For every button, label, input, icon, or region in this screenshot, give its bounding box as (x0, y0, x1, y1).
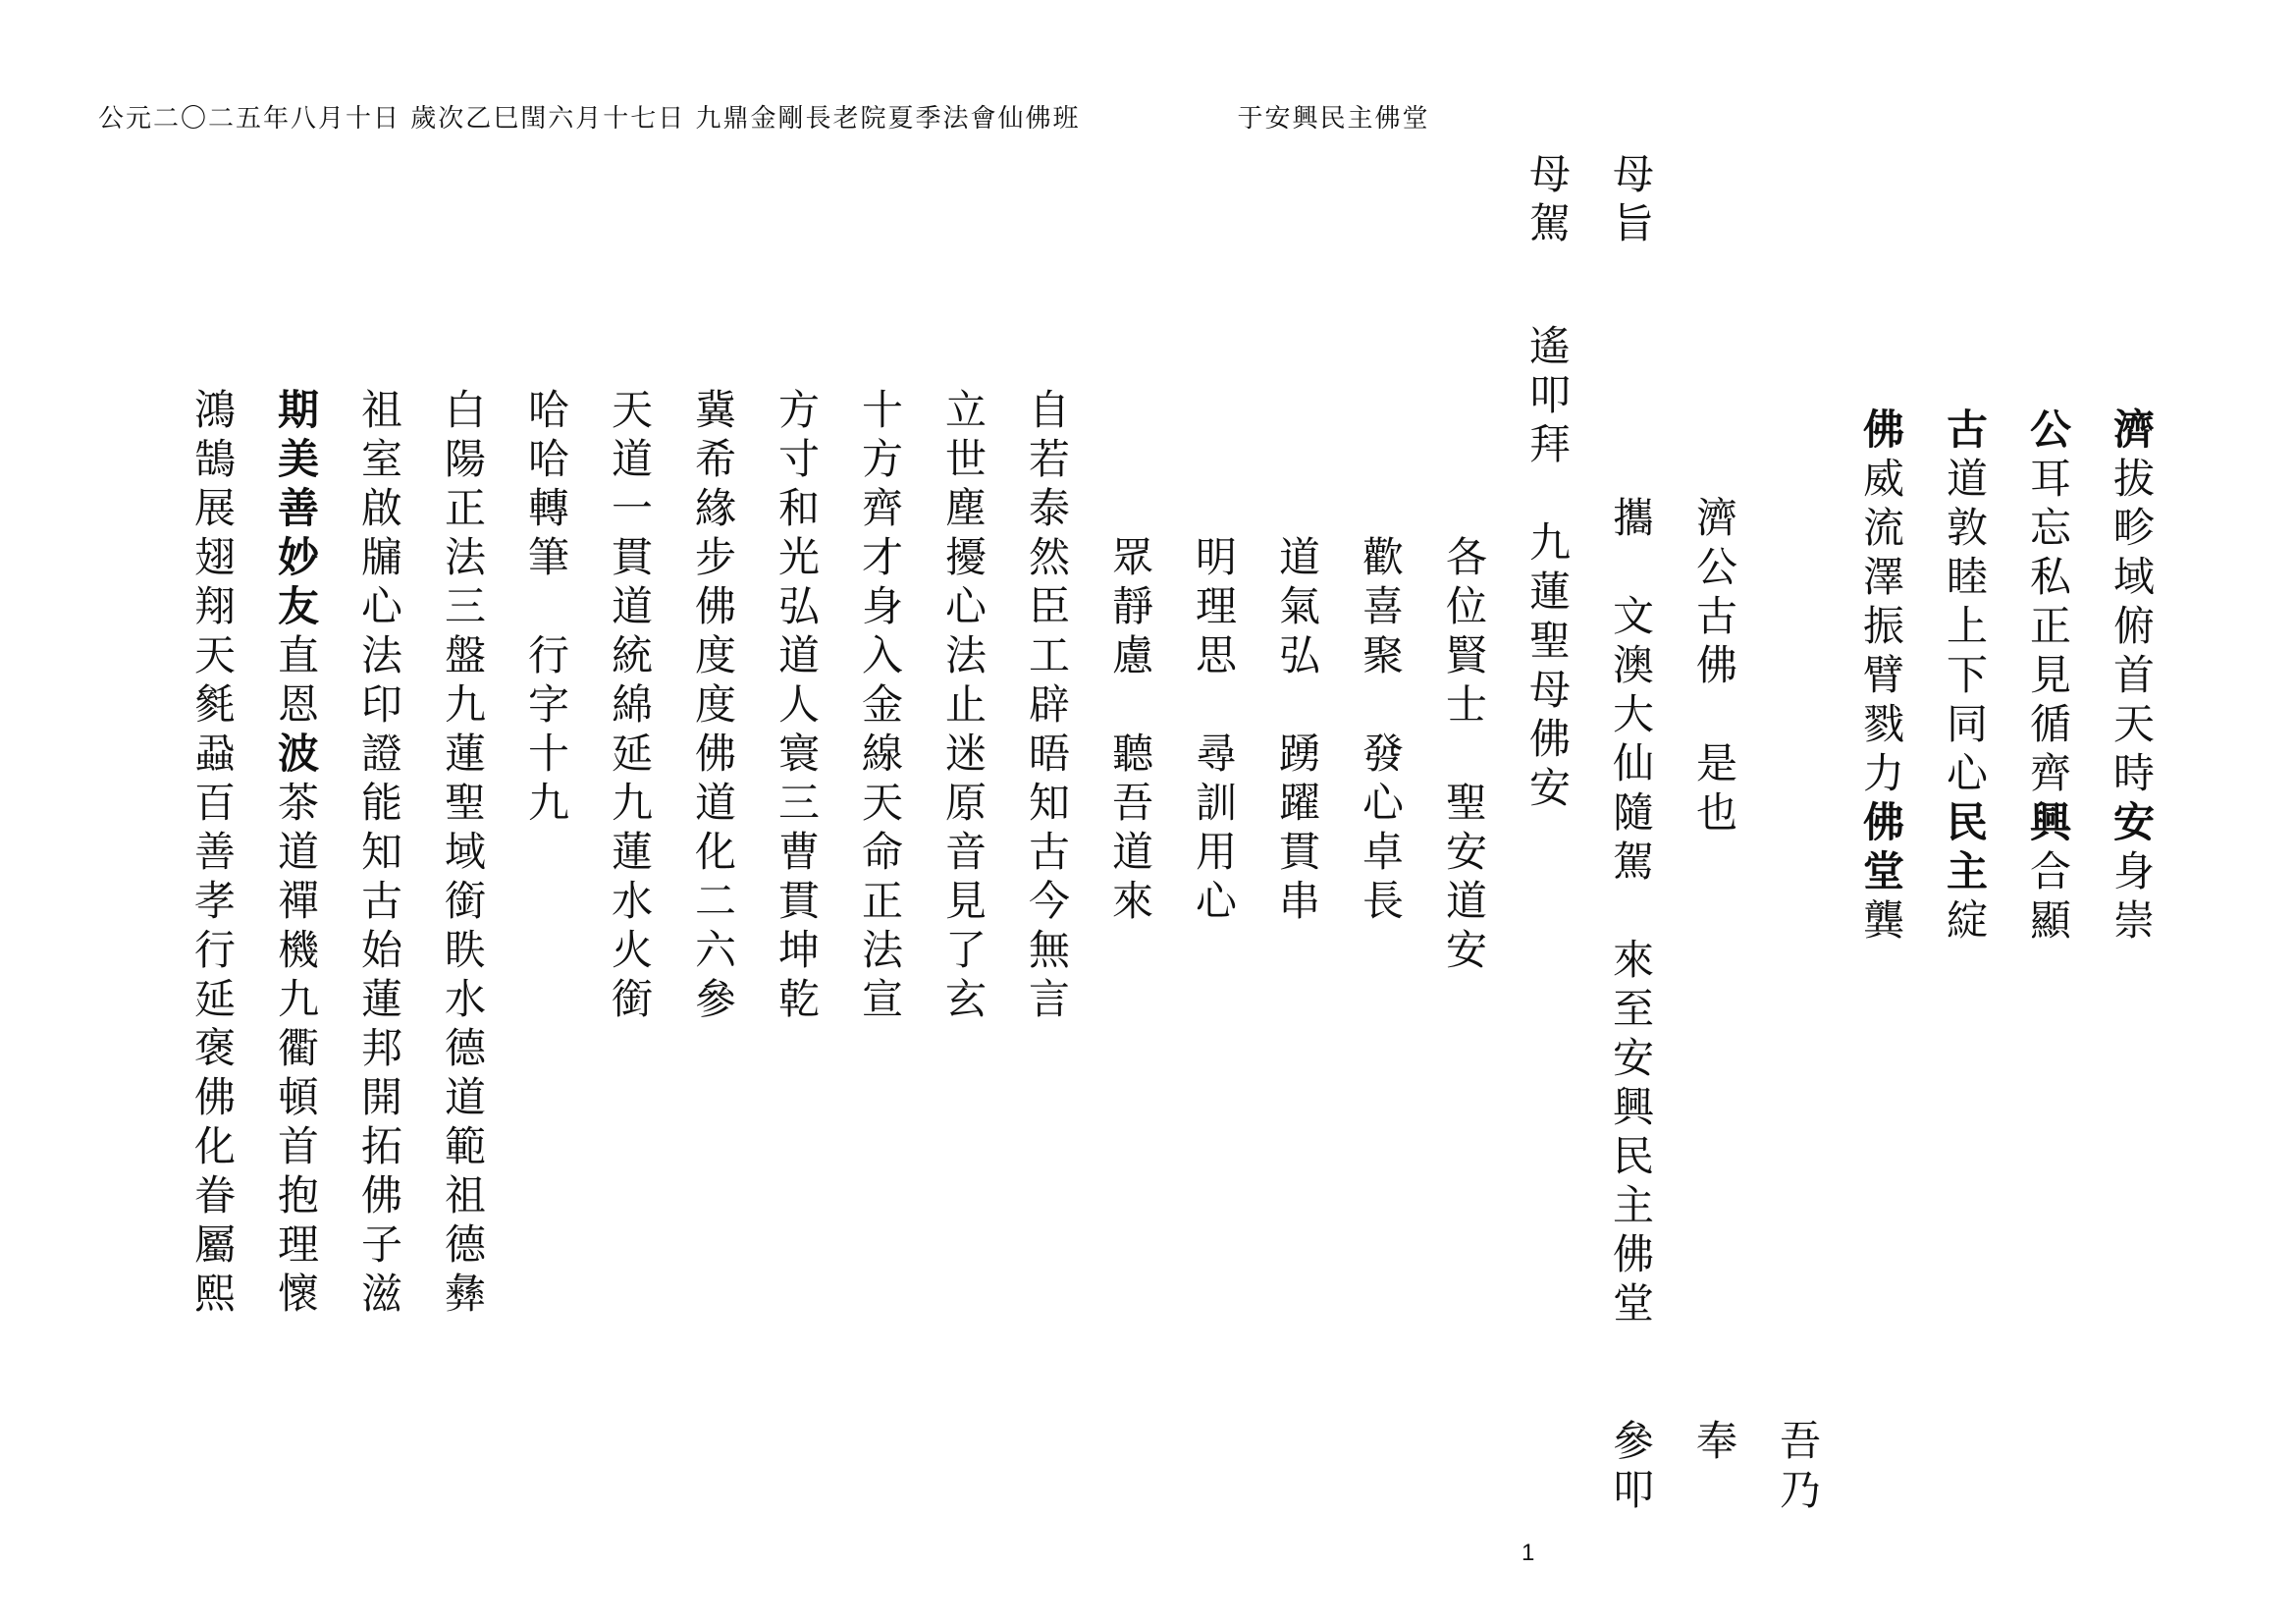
poem2-line-3: 十方齊才身入金線天命正法宣 (856, 388, 904, 1026)
verse-line-4: 眾靜慮 聽吾道來 (1106, 535, 1154, 928)
intro-can-kou: 參叩 (1607, 1419, 1655, 1517)
poem3-line-2: 祖室啟牖心法印證能知古始蓮邦開拓佛子滋 (355, 388, 403, 1321)
intro-wu-nai: 吾乃 (1774, 1419, 1822, 1517)
header-date-title: 公元二〇二五年八月十日 歲次乙巳閏六月十七日 九鼎金剛長老院夏季法會仙佛班 (98, 104, 1081, 134)
poem2-line-6: 天道一貫道統綿延九蓮水火銜 (606, 388, 654, 1026)
poem2-line-2: 立世塵擾心法止迷原音見了玄 (939, 388, 988, 1026)
intro-yao-kou: 遙叩拜 九蓮聖母佛安 (1523, 324, 1572, 815)
poem-line-4: 佛威流澤振臂戮力佛堂龔 (1857, 407, 1905, 947)
intro-feng: 奉 (1690, 1419, 1738, 1468)
intro-mu-jia: 母駕 (1523, 152, 1572, 250)
intro-xie: 攜 文澳大仙隨駕 來至安興民主佛堂 (1607, 496, 1655, 1330)
intro-mu-zhi: 母旨 (1607, 152, 1655, 250)
closing-line: 哈哈轉筆 行字十九 (522, 388, 570, 830)
poem-line-3: 古道敦睦上下同心民主綻 (1941, 407, 1989, 947)
poem2-line-4: 方寸和光弘道人寰三曹貫坤乾 (773, 388, 821, 1026)
verse-line-1: 歡喜聚 發心卓長 (1357, 535, 1405, 928)
poem2-line-1: 自若泰然臣工辟晤知古今無言 (1023, 388, 1071, 1026)
verse-line-2: 道氣弘 踴躍貫串 (1273, 535, 1321, 928)
poem3-line-1: 白陽正法三盤九蓮聖域銜眣水德道範祖德彝 (439, 388, 487, 1321)
poem3-line-4: 鴻鵠展翅翔天毿蝨百善孝行延褒佛化眷屬熙 (188, 388, 237, 1321)
poem-line-2: 公耳忘私正見循齊興合顯 (2024, 407, 2072, 947)
header-place: 于安興民主佛堂 (1237, 104, 1430, 134)
intro-jigong: 濟公古佛 是也 (1690, 496, 1738, 839)
verse-line-3: 明理思 尋訓用心 (1190, 535, 1238, 928)
poem3-line-3: 期美善妙友直恩波茶道禪機九衢頓首抱理懷 (272, 388, 320, 1321)
poem2-line-5: 冀希緣步佛度度佛道化二六參 (689, 388, 737, 1026)
poem-line-1: 濟拔畛域俯首天時安身崇 (2108, 407, 2156, 947)
header-line (98, 98, 1430, 135)
page-number: 1 (1522, 1540, 1535, 1566)
greeting-line: 各位賢士 聖安道安 (1440, 535, 1488, 977)
